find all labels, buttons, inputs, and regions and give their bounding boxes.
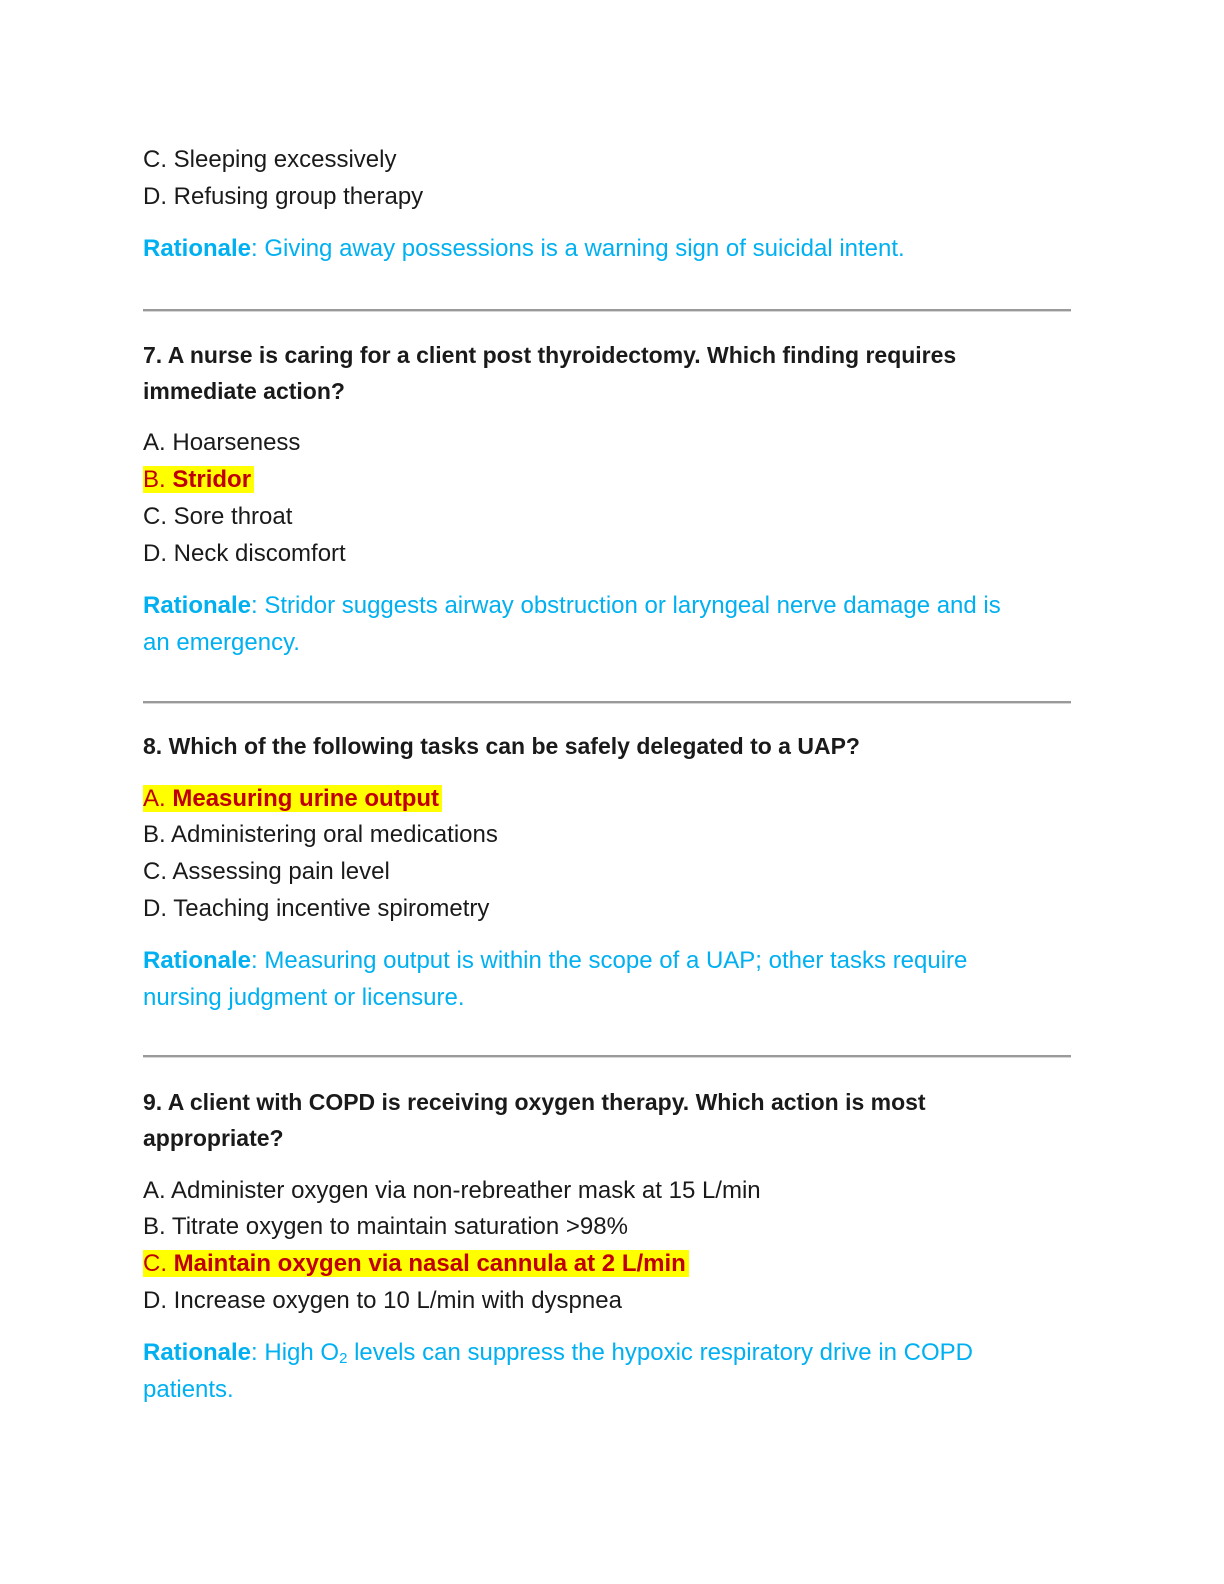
rationale-text: : Measuring output is within the scope of a UAP; other tasks require [251, 947, 968, 974]
option-b [143, 1212, 628, 1242]
rationale-label: Rationale [143, 592, 252, 619]
option-letter: B. [143, 821, 166, 848]
option-text: Increase oxygen to 10 L/min with dyspnea [173, 1287, 622, 1314]
option-text: Titrate oxygen to maintain saturation >98% [171, 1213, 628, 1240]
question-title-cont: immediate action? [143, 378, 345, 404]
option-text: Measuring urine output [172, 785, 440, 812]
option-letter: B. [143, 466, 166, 493]
option-letter: D. [143, 540, 167, 567]
option-text: Maintain oxygen via nasal cannula at 2 L/min [173, 1250, 686, 1277]
section-divider [143, 309, 1071, 312]
option-letter: A. [143, 429, 166, 456]
rationale [143, 234, 905, 264]
question-title-cont: appropriate? [143, 1125, 284, 1151]
option-text: Stridor [172, 466, 252, 493]
option-d [143, 1286, 622, 1316]
rationale [143, 591, 1001, 621]
option-c [143, 145, 396, 175]
option-letter: C. [143, 1250, 167, 1277]
rationale-text: : Stridor suggests airway obstruction or laryngeal nerve damage and is [251, 592, 1001, 619]
option-c-correct [143, 1249, 689, 1279]
rationale-cont: nursing judgment or licensure. [143, 984, 465, 1011]
section-divider [143, 1055, 1071, 1058]
option-d [143, 182, 423, 212]
question-title: 7. A nurse is caring for a client post thyroidectomy. Which finding requires [143, 342, 957, 368]
rationale-cont: patients. [143, 1376, 234, 1403]
o2-subscript: 2 [339, 1350, 348, 1367]
rationale-text: : High O [251, 1339, 340, 1366]
rationale [143, 1338, 973, 1368]
rationale-label: Rationale [143, 1339, 252, 1366]
option-c [143, 502, 292, 532]
option-letter: C. [143, 858, 167, 885]
option-letter: B. [143, 1213, 166, 1240]
option-letter: D. [143, 895, 167, 922]
option-letter: C. [143, 146, 167, 173]
rationale [143, 946, 967, 976]
option-a-correct [143, 784, 442, 814]
rationale-cont: an emergency. [143, 629, 300, 656]
section-divider [143, 701, 1071, 704]
question-title: 8. Which of the following tasks can be safely delegated to a UAP? [143, 733, 860, 759]
option-d [143, 894, 489, 924]
option-a [143, 428, 300, 458]
option-letter: D. [143, 183, 167, 210]
option-b-correct [143, 465, 254, 495]
option-text: Sore throat [173, 503, 293, 530]
rationale-label: Rationale [143, 947, 252, 974]
option-d [143, 539, 346, 569]
option-letter: A. [143, 1177, 166, 1204]
option-letter: A. [143, 785, 166, 812]
option-text: Administer oxygen via non-rebreather mask at 15 L/min [171, 1177, 761, 1204]
rationale-label: Rationale [143, 235, 252, 262]
option-text: Teaching incentive spirometry [173, 895, 490, 922]
option-text: Hoarseness [172, 429, 301, 456]
rationale-text: : Giving away possessions is a warning sign of suicidal intent. [251, 235, 905, 262]
option-text: Administering oral medications [171, 821, 498, 848]
option-text: Neck discomfort [173, 540, 346, 567]
option-letter: C. [143, 503, 167, 530]
rationale-text-after: levels can suppress the hypoxic respiratory drive in COPD [347, 1339, 973, 1366]
option-a [143, 1176, 761, 1206]
option-letter: D. [143, 1287, 167, 1314]
option-text: Sleeping excessively [173, 146, 397, 173]
question-title: 9. A client with COPD is receiving oxygen therapy. Which action is most [143, 1089, 926, 1115]
option-text: Assessing pain level [172, 858, 390, 885]
option-c [143, 857, 390, 887]
option-b [143, 820, 498, 850]
option-text: Refusing group therapy [173, 183, 424, 210]
